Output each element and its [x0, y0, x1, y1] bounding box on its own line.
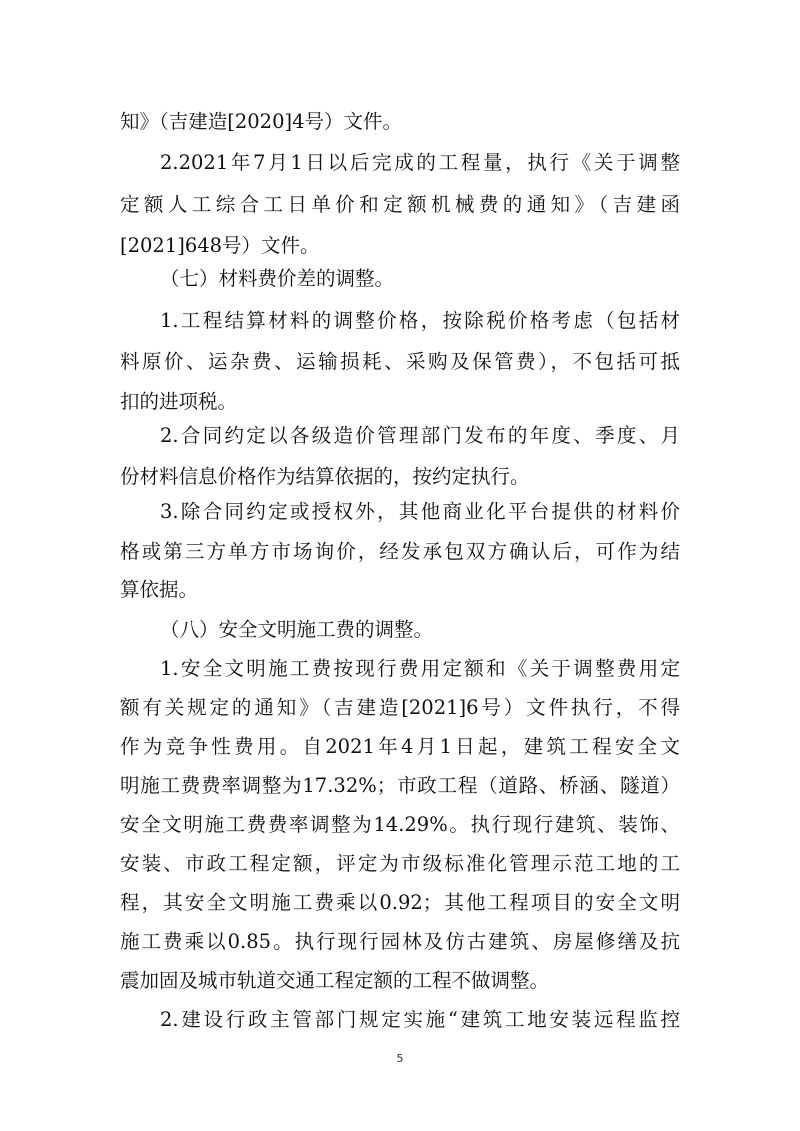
text-line: 知》（吉建造[2020]4号）文件。: [120, 110, 402, 133]
page-number: 5: [396, 1052, 404, 1065]
text-line: 额有关规定的通知》（吉建造[2021]6号）文件执行，不得: [120, 696, 680, 719]
text-line: 2.合同约定以各级造价管理部门发布的年度、季度、月: [160, 424, 680, 447]
text-line: 程，其安全文明施工费乘以0.92；其他工程项目的安全文明: [120, 891, 680, 914]
text-line: 施工费乘以0.85。执行现行园林及仿古建筑、房屋修缮及抗: [120, 930, 680, 953]
text-line: 定额人工综合工日单价和定额机械费的通知》（吉建函: [120, 193, 680, 216]
text-line: 份材料信息价格作为结算依据的，按约定执行。: [120, 465, 530, 488]
text-line: 格或第三方单方市场询价，经发承包双方确认后，可作为结: [120, 540, 680, 563]
text-line: 1.安全文明施工费按现行费用定额和《关于调整费用定: [160, 657, 680, 680]
text-line: 明施工费费率调整为17.32%；市政工程（道路、桥涵、隧道）: [120, 774, 680, 797]
text-line: [2021]648号）文件。: [120, 234, 320, 257]
section-heading: （七）材料费价差的调整。: [160, 267, 395, 290]
text-line: 作为竞争性费用。自2021年4月1日起，建筑工程安全文: [120, 735, 680, 758]
text-line: 安装、市政工程定额，评定为市级标准化管理示范工地的工: [120, 852, 680, 875]
text-line: 2.建设行政主管部门规定实施“建筑工地安装远程监控: [160, 1008, 680, 1031]
text-line: 1.工程结算材料的调整价格，按除税价格考虑（包括材: [160, 309, 680, 332]
text-line: 3.除合同约定或授权外，其他商业化平台提供的材料价: [160, 500, 680, 523]
text-line: 算依据。: [120, 578, 199, 601]
text-line: 震加固及城市轨道交通工程定额的工程不做调整。: [120, 969, 550, 992]
text-line: 2.2021年7月1日以后完成的工程量，执行《关于调整: [160, 151, 680, 174]
text-line: 扣的进项税。: [120, 390, 238, 413]
section-heading: （八）安全文明施工费的调整。: [160, 618, 434, 641]
text-line: 料原价、运杂费、运输损耗、采购及保管费），不包括可抵: [120, 350, 680, 373]
text-line: 安全文明施工费费率调整为14.29%。执行现行建筑、装饰、: [120, 813, 680, 836]
